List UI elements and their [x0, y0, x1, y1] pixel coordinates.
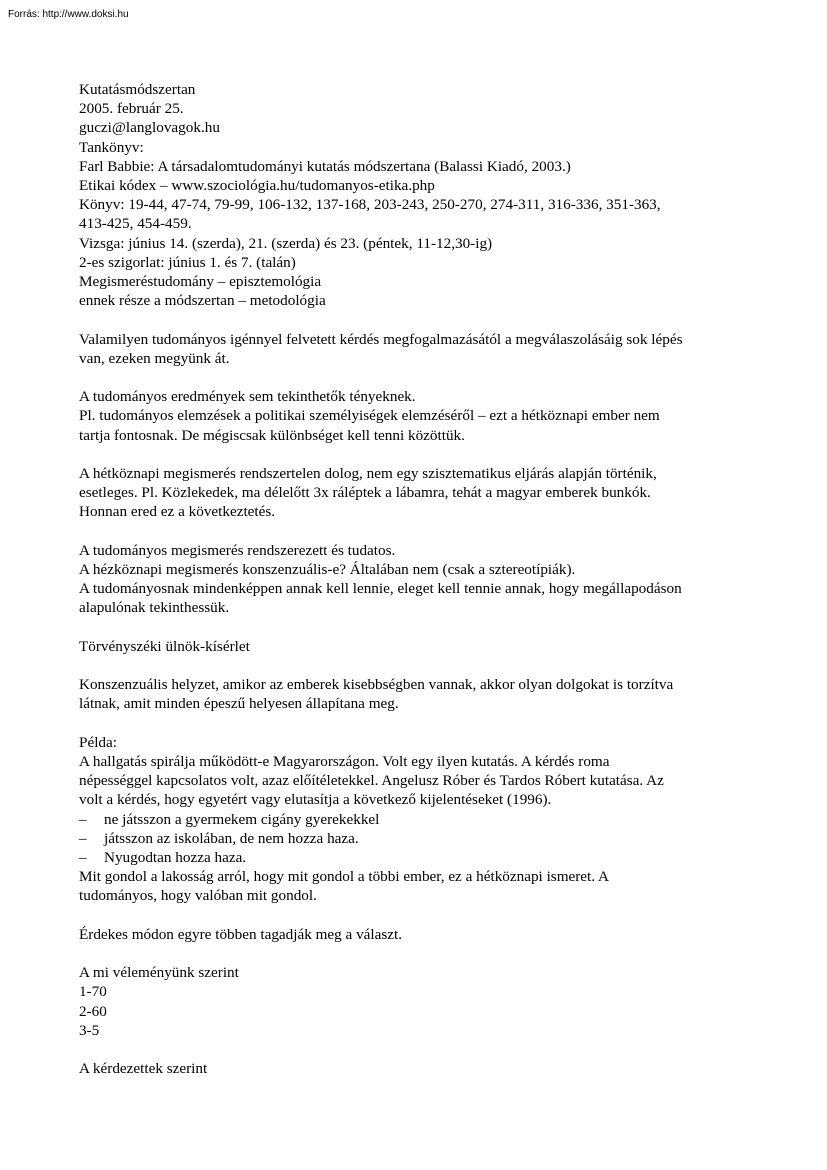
section-heading: Törvényszéki ülnök-kísérlet — [79, 637, 250, 655]
example-label: Példa: — [79, 733, 117, 751]
paragraph-line: A tudományos megismerés rendszerezett és tudatos. — [79, 541, 396, 559]
paragraph-line: Konszenzuális helyzet, amikor az emberek kisebbségben vannak, akkor olyan dolgokat is torzítva — [79, 676, 674, 694]
ethics-code-line: Etikai kódex – www.szociológia.hu/tudomanyos-etika.php — [79, 177, 435, 195]
paragraph-line: A hézköznapi megismerés konszenzuális-e? Általában nem (csak a sztereotípiák). — [79, 561, 576, 579]
list-item — [79, 810, 759, 829]
opinion-row: 3-5 — [79, 1021, 100, 1039]
dash-bullet: – — [79, 849, 87, 867]
opinion-row: 1-70 — [79, 983, 107, 1001]
date-line: 2005. február 25. — [79, 100, 184, 118]
paragraph-line: A hétköznapi megismerés rendszertelen dolog, nem egy szisztematikus eljárás alapján történik, — [79, 465, 657, 483]
paragraph — [79, 387, 759, 445]
paragraph — [79, 541, 759, 618]
paragraph — [79, 330, 759, 368]
paragraph-line: A hallgatás spirálja működött-e Magyarországon. Volt egy ilyen kutatás. A kérdés roma — [79, 753, 610, 770]
paragraph — [79, 675, 759, 713]
header-block — [79, 80, 759, 310]
list-item — [79, 848, 759, 867]
paragraph-line: alapulónak tekinthessük. — [79, 599, 230, 617]
dash-bullet: – — [79, 829, 87, 847]
paragraph — [79, 637, 759, 656]
paragraph-line: Pl. tudományos elemzések a politikai személyiségek elemzéséről – ezt a hétköznapi ember nem — [79, 407, 660, 425]
our-opinion-title: A mi véleményünk szerint — [79, 964, 239, 982]
example-block — [79, 733, 759, 906]
paragraph-line: volt a kérdés, hogy egyetért vagy elutasítja a következő kijelentéseket (1996). — [79, 791, 552, 809]
textbook-label: Tankönyv: — [79, 138, 144, 156]
paragraph-line: tartja fontosnak. De mégiscsak különbséget kell tenni közöttük. — [79, 426, 465, 444]
book-pages-line-cont: 413-425, 454-459. — [79, 215, 192, 233]
course-title: Kutatásmódszertan — [79, 81, 196, 98]
paragraph-line: A tudományos eredmények sem tekinthetők tényeknek. — [79, 388, 416, 406]
paragraph-line: van, ezeken megyünk át. — [79, 349, 230, 367]
document-body — [79, 80, 759, 1078]
our-opinion-block — [79, 963, 759, 1040]
paragraph — [79, 925, 759, 944]
paragraph — [79, 464, 759, 522]
list-item — [79, 829, 759, 848]
paragraph-line: Mit gondol a lakosság arról, hogy mit gondol a többi ember, ez a hétköznapi ismeret. A — [79, 868, 609, 886]
paragraph-line: A tudományosnak mindenképpen annak kell lennie, eleget kell tennie annak, hogy megállapodáson — [79, 580, 682, 598]
list-item-text: Nyugodtan hozza haza. — [104, 849, 247, 867]
epistemology-line: Megismeréstudomány – episztemológia — [79, 273, 322, 291]
list-item-text: ne játsszon a gyermekem cigány gyerekekkel — [104, 810, 380, 828]
paragraph-line: népességgel kapcsolatos volt, azaz előítéletekkel. Angelusz Róber és Tardos Róbert kutatása. Az — [79, 772, 664, 790]
respondents-block — [79, 1059, 759, 1078]
list-item-text: játsszon az iskolában, de nem hozza haza. — [104, 829, 359, 847]
source-label: Forrás: http://www.doksi.hu — [8, 9, 129, 20]
paragraph-line: látnak, amit minden épeszű helyesen állapítana meg. — [79, 695, 399, 713]
opinion-row: 2-60 — [79, 1002, 107, 1020]
rigorosum-line: 2-es szigorlat: június 1. és 7. (talán) — [79, 253, 296, 271]
email-line: guczi@langlovagok.hu — [79, 119, 220, 137]
paragraph-line: Érdekes módon egyre többen tagadják meg a választ. — [79, 925, 403, 943]
respondents-title: A kérdezettek szerint — [79, 1060, 208, 1078]
dash-bullet: – — [79, 810, 87, 828]
textbook-line: Farl Babbie: A társadalomtudományi kutatás módszertana (Balassi Kiadó, 2003.) — [79, 157, 571, 175]
methodology-line: ennek része a módszertan – metodológia — [79, 292, 326, 310]
paragraph-line: tudományos, hogy valóban mit gondol. — [79, 887, 317, 905]
paragraph-line: Honnan ered ez a következtetés. — [79, 503, 276, 521]
paragraph-line: Valamilyen tudományos igénnyel felvetett kérdés megfogalmazásától a megválaszolásáig sok lépés — [79, 330, 683, 348]
book-pages-line: Könyv: 19-44, 47-74, 79-99, 106-132, 137-168, 203-243, 250-270, 274-311, 316-336, 351-363, — [79, 196, 661, 214]
exam-line: Vizsga: június 14. (szerda), 21. (szerda) és 23. (péntek, 11-12,30-ig) — [79, 234, 493, 252]
paragraph-line: esetleges. Pl. Közlekedek, ma délelőtt 3x ráléptek a lábamra, tehát a magyar emberek bunkók. — [79, 484, 651, 502]
